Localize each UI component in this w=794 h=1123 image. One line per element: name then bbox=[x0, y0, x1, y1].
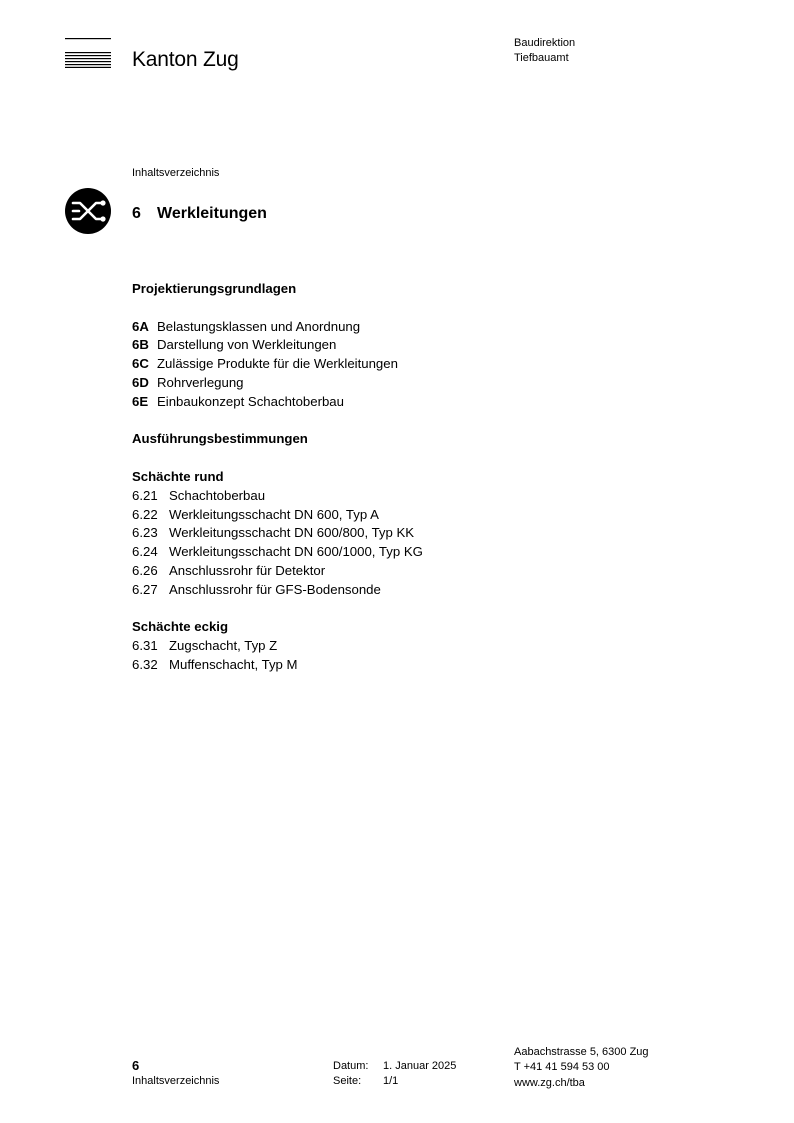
section-label: Inhaltsverzeichnis bbox=[132, 167, 220, 179]
department-block bbox=[514, 36, 575, 66]
footer-section: Inhaltsverzeichnis bbox=[132, 1075, 220, 1087]
table-of-contents bbox=[132, 280, 732, 675]
toc-entry-label: Werkleitungsschacht DN 600/800, Typ KK bbox=[169, 525, 415, 541]
utility-lines-icon bbox=[65, 188, 111, 234]
department-name: Baudirektion bbox=[514, 37, 576, 49]
toc-heading-schaechte-rund: Schächte rund bbox=[132, 468, 224, 484]
toc-entry-label: Muffenschacht, Typ M bbox=[169, 656, 298, 672]
footer-date-label: Datum: bbox=[333, 1060, 369, 1072]
toc-entry-code: 6C bbox=[132, 356, 149, 372]
kanton-zug-stripes-icon bbox=[65, 38, 111, 68]
toc-entry bbox=[132, 656, 732, 675]
toc-heading-schaechte-eckig: Schächte eckig bbox=[132, 619, 229, 635]
toc-entry-code: 6E bbox=[132, 393, 149, 409]
chapter-name: Werkleitungen bbox=[157, 205, 267, 222]
toc-entry-code: 6.31 bbox=[132, 638, 158, 654]
toc-entry-code: 6.27 bbox=[132, 581, 158, 597]
toc-entry bbox=[132, 318, 732, 337]
toc-entry-code: 6.23 bbox=[132, 525, 158, 541]
toc-entry bbox=[132, 374, 732, 393]
chapter-number: 6 bbox=[132, 205, 141, 222]
footer-page-label: Seite: bbox=[333, 1075, 362, 1087]
toc-entry-code: 6.32 bbox=[132, 656, 158, 672]
office-name: Tiefbauamt bbox=[514, 52, 569, 64]
footer-contact bbox=[514, 1045, 649, 1091]
toc-entry-label: Darstellung von Werkleitungen bbox=[157, 337, 337, 353]
toc-entry-label: Zulässige Produkte für die Werkleitungen bbox=[157, 356, 398, 372]
toc-heading-grundlagen: Projektierungsgrundlagen bbox=[132, 281, 297, 296]
toc-entry-label: Zugschacht, Typ Z bbox=[169, 638, 278, 654]
toc-entry-code: 6.21 bbox=[132, 487, 158, 503]
toc-entry bbox=[132, 524, 732, 543]
toc-entry bbox=[132, 543, 732, 562]
toc-entry bbox=[132, 336, 732, 355]
toc-entry-code: 6.22 bbox=[132, 506, 158, 522]
footer-phone: T +41 41 594 53 00 bbox=[514, 1061, 610, 1074]
toc-entry-code: 6B bbox=[132, 337, 149, 353]
footer-address: Aabachstrasse 5, 6300 Zug bbox=[514, 1046, 649, 1058]
toc-entry-code: 6.26 bbox=[132, 562, 158, 578]
footer-page-number: 6 bbox=[132, 1058, 140, 1073]
toc-entry-label: Anschlussrohr für Detektor bbox=[169, 562, 326, 578]
toc-entry-label: Werkleitungsschacht DN 600, Typ A bbox=[169, 506, 379, 522]
toc-heading-ausfuehrung: Ausführungsbestimmungen bbox=[132, 431, 308, 447]
toc-entry bbox=[132, 355, 732, 374]
chapter-title bbox=[132, 205, 267, 223]
toc-entry bbox=[132, 393, 732, 412]
toc-entry-code: 6A bbox=[132, 318, 149, 334]
toc-entry-label: Werkleitungsschacht DN 600/1000, Typ KG bbox=[169, 544, 423, 560]
toc-entry bbox=[132, 581, 732, 600]
toc-entry-code: 6D bbox=[132, 374, 149, 390]
toc-entry-label: Belastungsklassen und Anordnung bbox=[157, 318, 361, 334]
footer-web: www.zg.ch/tba bbox=[514, 1076, 585, 1089]
toc-entry bbox=[132, 487, 732, 506]
footer-date-value: 1. Januar 2025 bbox=[383, 1060, 457, 1072]
brand-name: Kanton Zug bbox=[132, 48, 239, 71]
toc-entry-label: Rohrverlegung bbox=[157, 374, 244, 390]
toc-entry bbox=[132, 506, 732, 525]
toc-entry-label: Einbaukonzept Schachtoberbau bbox=[157, 393, 344, 409]
toc-entry-label: Schachtoberbau bbox=[169, 487, 266, 503]
toc-entry bbox=[132, 637, 732, 656]
toc-entry bbox=[132, 562, 732, 581]
toc-entry-label: Anschlussrohr für GFS-Bodensonde bbox=[169, 581, 381, 597]
toc-entry-code: 6.24 bbox=[132, 544, 158, 560]
footer-page-value: 1/1 bbox=[383, 1075, 399, 1087]
